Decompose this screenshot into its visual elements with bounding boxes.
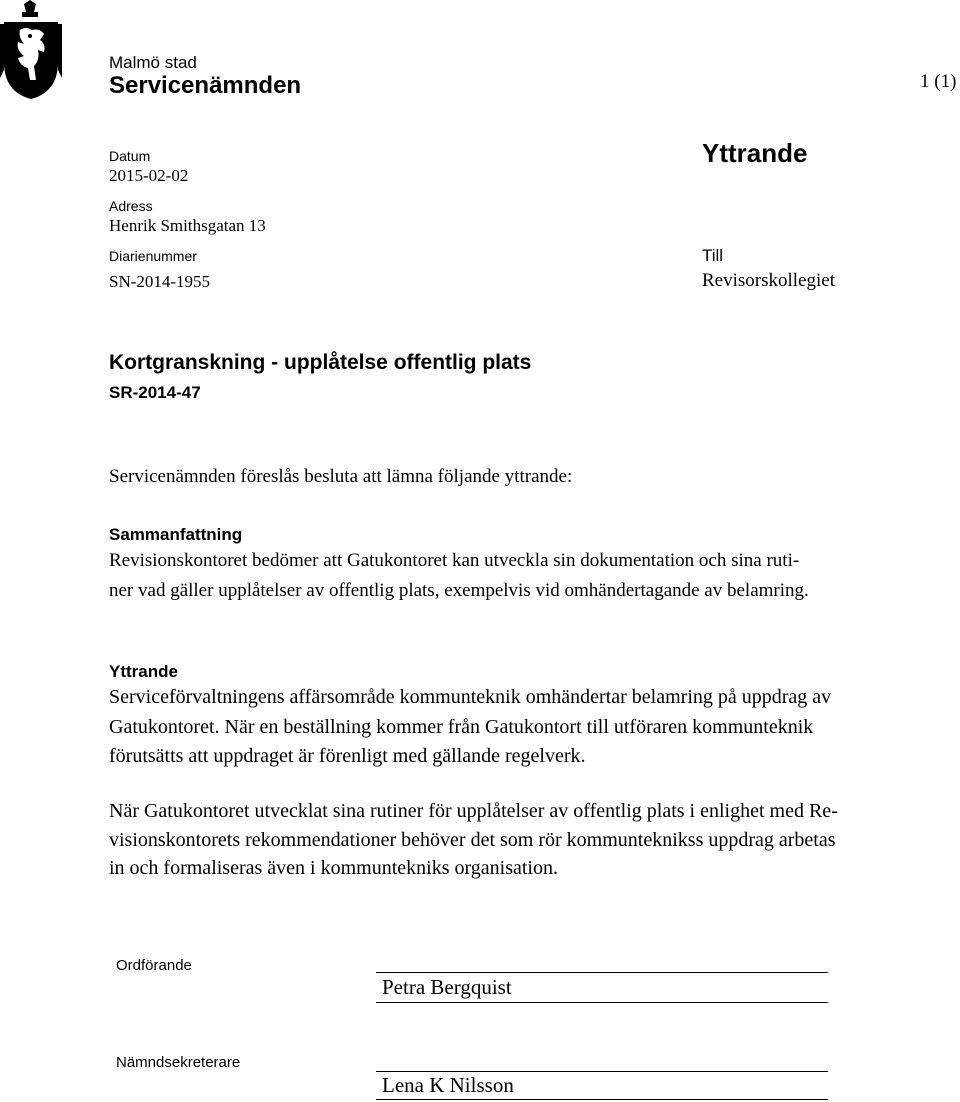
statement-heading: Yttrande (109, 662, 178, 681)
summary-line: Revisionskontoret bedömer att Gatukontoret kan utveckla sin dokumentation och sina ruti- (109, 550, 800, 571)
signature-line (376, 1071, 828, 1072)
statement-line: Gatukontoret. När en beställning kommer från Gatukontort till utföraren kommunteknik (109, 716, 814, 738)
intro-paragraph: Servicenämnden föreslås besluta att lämna följande yttrande: (109, 466, 573, 487)
document-title: Kortgranskning - upplåtelse offentlig plats (109, 351, 532, 374)
org-name: Malmö stad (109, 53, 197, 72)
paragraph-line: visionskontorets rekommendationer behöver det som rör kommunteknikss uppdrag arbetas (109, 829, 836, 851)
signature-line (376, 972, 828, 973)
org-unit-title: Servicenämnden (109, 72, 302, 99)
recipient-value: Revisorskollegiet (702, 270, 835, 291)
address-value: Henrik Smithsgatan 13 (109, 216, 266, 235)
secretary-label: Nämndsekreterare (116, 1054, 241, 1071)
paragraph-line: in och formaliseras även i kommuntekniks organisation. (109, 857, 558, 879)
recipient-label: Till (702, 246, 724, 265)
paragraph-line: När Gatukontoret utvecklat sina rutiner för upplåtelser av offentlig plats i enlighet med Re- (109, 800, 838, 822)
malmo-coat-of-arms-icon (0, 0, 62, 100)
chair-name: Petra Bergquist (382, 975, 512, 999)
document-reference: SR-2014-47 (109, 383, 201, 402)
summary-line: ner vad gäller upplåtelser av offentlig plats, exempelvis vid omhändertagande av belamring. (109, 580, 809, 601)
signature-line (376, 1099, 828, 1100)
summary-heading: Sammanfattning (109, 525, 243, 544)
document-type: Yttrande (702, 138, 808, 168)
page-number: 1 (1) (920, 71, 957, 92)
registration-number-label: Diarienummer (109, 248, 197, 264)
secretary-name: Lena K Nilsson (382, 1073, 514, 1097)
registration-number-value: SN-2014-1955 (109, 272, 211, 291)
chair-label: Ordförande (116, 957, 192, 974)
date-value: 2015-02-02 (109, 166, 189, 185)
signature-line (376, 1002, 828, 1003)
address-label: Adress (109, 198, 153, 214)
statement-line: förutsätts att uppdraget är förenligt med gällande regelverk. (109, 745, 586, 767)
statement-line: Serviceförvaltningens affärsområde kommunteknik omhändertar belamring på uppdrag av (109, 686, 832, 708)
date-label: Datum (109, 148, 151, 164)
